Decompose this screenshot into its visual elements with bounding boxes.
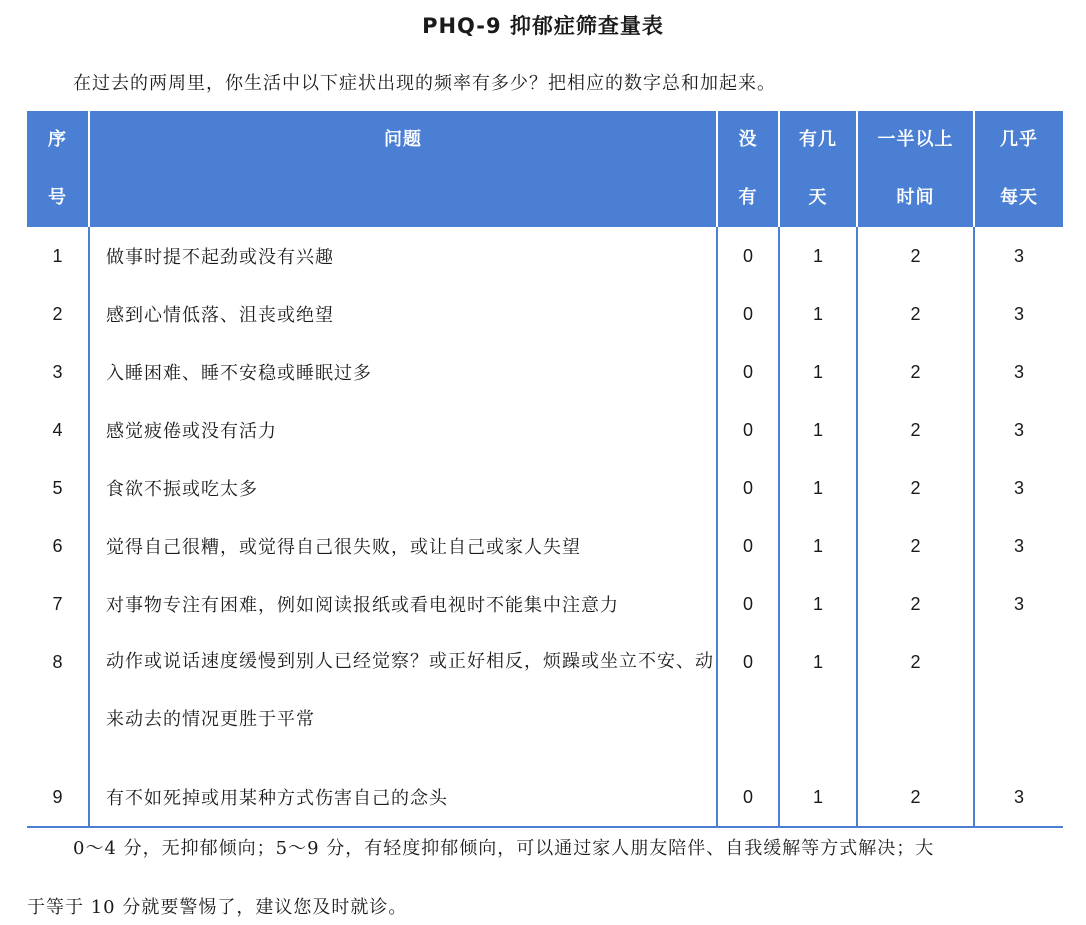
header-never: 没 有 [717, 111, 779, 227]
table-row [27, 459, 1063, 517]
score-more-than-half: 2 [857, 633, 974, 768]
row-num: 2 [52, 303, 63, 324]
header-num: 序 号 [27, 111, 89, 227]
score-never: 0 [717, 575, 779, 633]
score-more-than-half: 2 [857, 343, 974, 401]
row-question: 入睡困难、睡不安稳或睡眠过多 [89, 343, 717, 401]
score-several-days: 1 [779, 633, 857, 768]
score-several-days: 1 [779, 768, 857, 827]
score-nearly-every-day: 3 [974, 517, 1063, 575]
score-several-days: 1 [779, 227, 857, 285]
row-question: 对事物专注有困难，例如阅读报纸或看电视时不能集中注意力 [89, 575, 717, 633]
score-more-than-half: 2 [857, 227, 974, 285]
table-row [27, 401, 1063, 459]
score-nearly-every-day: 3 [974, 227, 1063, 285]
row-num: 7 [52, 593, 63, 614]
page-title: PHQ-9 抑郁症筛查量表 [422, 14, 664, 38]
table-row [27, 227, 1063, 285]
score-several-days: 1 [779, 285, 857, 343]
score-more-than-half: 2 [857, 517, 974, 575]
header-more-than-half: 一半以上 时间 [857, 111, 974, 227]
row-question: 感觉疲倦或没有活力 [89, 401, 717, 459]
row-question: 动作或说话速度缓慢到别人已经觉察？或正好相反，烦躁或坐立不安、动来动去的情况更胜于平常 [89, 633, 717, 768]
score-never: 0 [717, 517, 779, 575]
row-num: 5 [52, 477, 63, 498]
row-num: 1 [52, 245, 63, 266]
score-never: 0 [717, 285, 779, 343]
row-question: 做事时提不起劲或没有兴趣 [89, 227, 717, 285]
score-never: 0 [717, 343, 779, 401]
row-question: 食欲不振或吃太多 [89, 459, 717, 517]
score-several-days: 1 [779, 343, 857, 401]
header-question: 问题 [89, 111, 717, 227]
row-num: 3 [52, 361, 63, 382]
table-row [27, 343, 1063, 401]
score-never: 0 [717, 633, 779, 768]
row-num: 6 [52, 535, 63, 556]
score-never: 0 [717, 768, 779, 827]
table-header-row [27, 111, 1063, 227]
score-nearly-every-day: 3 [974, 401, 1063, 459]
score-several-days: 1 [779, 401, 857, 459]
score-more-than-half: 2 [857, 768, 974, 827]
score-more-than-half: 2 [857, 285, 974, 343]
score-more-than-half: 2 [857, 575, 974, 633]
score-nearly-every-day: 3 [974, 575, 1063, 633]
table-row [27, 633, 1063, 768]
table-row [27, 575, 1063, 633]
table-row [27, 285, 1063, 343]
score-more-than-half: 2 [857, 459, 974, 517]
score-nearly-every-day: 3 [974, 285, 1063, 343]
scoring-note-line-1: 0～4 分，无抑郁倾向；5～9 分，有轻度抑郁倾向，可以通过家人朋友陪伴、自我缓解等方式解决；大 [73, 838, 935, 859]
row-num: 8 [52, 652, 63, 672]
score-never: 0 [717, 459, 779, 517]
row-question: 觉得自己很糟，或觉得自己很失败，或让自己或家人失望 [89, 517, 717, 575]
score-more-than-half: 2 [857, 401, 974, 459]
score-never: 0 [717, 401, 779, 459]
score-several-days: 1 [779, 459, 857, 517]
score-nearly-every-day [974, 633, 1063, 768]
score-nearly-every-day: 3 [974, 459, 1063, 517]
row-num: 4 [52, 419, 63, 440]
intro-text: 在过去的两周里，你生活中以下症状出现的频率有多少？把相应的数字总和加起来。 [73, 73, 776, 94]
table-row [27, 517, 1063, 575]
score-several-days: 1 [779, 517, 857, 575]
phq9-table [27, 111, 1063, 828]
score-never: 0 [717, 227, 779, 285]
header-several-days: 有几 天 [779, 111, 857, 227]
scoring-note-line-2: 于等于 10 分就要警惕了，建议您及时就诊。 [27, 897, 408, 918]
score-several-days: 1 [779, 575, 857, 633]
table-row [27, 768, 1063, 827]
row-num: 9 [27, 768, 89, 827]
header-nearly-every-day: 几乎 每天 [974, 111, 1063, 227]
row-question: 感到心情低落、沮丧或绝望 [89, 285, 717, 343]
row-question: 有不如死掉或用某种方式伤害自己的念头 [89, 768, 717, 827]
score-nearly-every-day: 3 [974, 343, 1063, 401]
score-nearly-every-day: 3 [974, 768, 1063, 827]
